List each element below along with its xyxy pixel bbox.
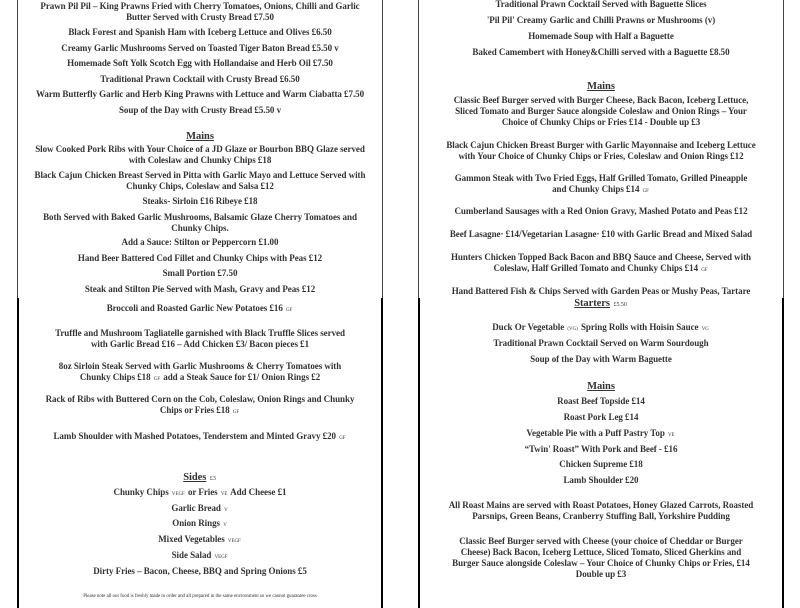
- menu-item-text: Lamb Shoulder with Mashed Potatoes, Tenderstem and Minted Gravy £20: [53, 431, 336, 441]
- menu-item-line: [420, 338, 782, 349]
- menu-item-line: [419, 229, 783, 240]
- menu-item-text: Burger Sauce alongside Coleslaw – Your Choice of Chunky Chips or Fries, £14: [452, 558, 750, 568]
- menu-item-line: [19, 487, 381, 500]
- menu-item-text: Double up £3: [575, 569, 627, 579]
- menu-item-line: [18, 1, 382, 12]
- menu-item-text: Gammon Steak with Two Fried Eggs, Half Grilled Tomato, Grilled Pineapple: [454, 173, 748, 183]
- menu-item-line: [19, 361, 381, 372]
- menu-item-text: with Garlic Bread £16 – Add Chicken £3/ Bacon pieces £1: [90, 339, 310, 349]
- menu-item-text: with Coleslaw and Chunky Chips £18: [128, 155, 272, 165]
- menu-item-line: [18, 43, 382, 54]
- menu-item-line: [420, 354, 782, 365]
- menu-item-text: Roast Pork Leg £14: [563, 412, 639, 422]
- menu-item-text: Black Forest and Spanish Ham with Iceberg Lettuce and Olives £6.50: [68, 27, 332, 37]
- menu-item-line: [19, 550, 381, 563]
- section-heading: [18, 130, 382, 143]
- menu-item-line: [18, 223, 382, 234]
- dietary-tag: VEGF: [171, 492, 185, 497]
- menu-item-text: Add a Sauce: Stilton or Peppercorn £1.00: [121, 237, 279, 247]
- menu-item-text: add a Steak Sauce for £1/ Onion Rings £2: [163, 372, 321, 382]
- menu-item-line: [18, 196, 382, 207]
- menu-item-text: Beef Lasagne· £14/Vegetarian Lasagne· £10 with Garlic Bread and Mixed Salad: [449, 229, 753, 239]
- menu-page-bottom-right: [418, 298, 784, 608]
- section-heading: [19, 471, 381, 486]
- menu-item-text: Side Salad: [171, 550, 212, 560]
- menu-item-text: Spring Rolls with Hoisin Sauce: [580, 322, 699, 332]
- menu-item-line: [19, 394, 381, 405]
- menu-item-line: [419, 0, 783, 10]
- menu-item-text: Garlic Bread: [171, 503, 221, 513]
- menu-item-line: [19, 534, 381, 547]
- menu-item-text: 'Pil Pil' Creamy Garlic and Chilli Prawns or Mushrooms (v): [486, 15, 716, 25]
- menu-item-text: Homemade Soft Yolk Scotch Egg with Hollandaise and Herb Oil £7.50: [67, 58, 333, 68]
- menu-item-line: [420, 322, 782, 335]
- menu-item-line: [19, 518, 381, 531]
- menu-item-line: [19, 405, 381, 418]
- menu-item-line: [420, 412, 782, 423]
- menu-item-line: [420, 396, 782, 407]
- menu-item-text: Slow Cooked Pork Ribs with Your Choice of a JD Glaze or Bourbon BBQ Glaze served: [35, 144, 365, 154]
- menu-item-line: [420, 500, 782, 511]
- menu-item-text: and Chunky Chips £14: [552, 184, 640, 194]
- menu-item-line: [19, 503, 381, 516]
- menu-item-line: [419, 47, 783, 58]
- dietary-tag: GF: [339, 436, 346, 441]
- menu-item-text: Butter Served with Crusty Bread £7.50: [126, 12, 274, 22]
- menu-item-text: Soup of the Day with Crusty Bread £5.50 v: [118, 105, 282, 115]
- menu-item-text: Soup of the Day with Warm Baguette: [530, 354, 672, 364]
- menu-item-line: [19, 303, 381, 316]
- menu-item-text: Traditional Prawn Cocktail Served with Baguette Slices: [495, 0, 707, 9]
- section-price: £3: [209, 476, 216, 482]
- menu-item-text: Chunky Chips: [113, 487, 169, 497]
- menu-item-line: [419, 252, 783, 263]
- menu-item-line: [18, 284, 382, 295]
- menu-item-text: Classic Beef Burger served with Cheese (your choice of Cheddar or Burger: [459, 536, 743, 546]
- menu-item-text: Creamy Garlic Mushrooms Served on Toasted Tiger Baton Bread £5.50 v: [61, 43, 339, 53]
- section-price: £5.50: [613, 302, 627, 308]
- menu-item-text: Black Cajun Chicken Breast Burger with Garlic Mayonnaise and Iceberg Lettuce: [446, 140, 756, 150]
- menu-item-text: with Your Choice of Chunky Chips or Fries, Coleslaw and Onion Rings £12: [458, 151, 744, 161]
- menu-item-line: [19, 431, 381, 444]
- section-heading-title: Starters: [574, 298, 610, 309]
- menu-item-text: Hand Beer Battered Cod Fillet and Chunky Chips with Peas £12: [77, 253, 323, 263]
- menu-item-line: [420, 459, 782, 470]
- dietary-tag: VE: [220, 492, 228, 497]
- menu-page-top-right: [418, 0, 784, 298]
- menu-item-text: Warm Butterfly Garlic and Herb King Prawns with Lettuce and Warm Ciabatta £7.50: [35, 89, 365, 99]
- menu-item-line: [420, 558, 782, 569]
- section-heading: [419, 80, 783, 93]
- menu-item-text: All Roast Mains are served with Roast Potatoes, Honey Glazed Carrots, Roasted: [448, 500, 754, 510]
- dietary-tag: GF: [153, 377, 161, 382]
- menu-item-text: Small Portion £7.50: [162, 268, 238, 278]
- menu-item-line: [419, 286, 783, 297]
- menu-item-line: [419, 95, 783, 106]
- menu-item-line: [19, 372, 381, 385]
- menu-item-text: Mixed Vegetables: [158, 534, 225, 544]
- allergen-note: Please note all our food is freshly made to order and all prepared in the same environment so we cannot guarantee cross: [83, 594, 317, 599]
- menu-item-line: [419, 15, 783, 26]
- menu-item-line: [19, 328, 381, 339]
- menu-item-line: [419, 173, 783, 184]
- menu-item-line: [18, 212, 382, 223]
- menu-item-text: Broccoli and Roasted Garlic New Potatoes £16: [106, 303, 283, 313]
- menu-item-line: [18, 144, 382, 155]
- menu-item-text: Hunters Chicken Topped Back Bacon and BBQ Sauce and Cheese, Served with: [450, 252, 751, 262]
- menu-item-text: Classic Beef Burger served with Burger Cheese, Back Bacon, Iceberg Lettuce,: [453, 95, 749, 105]
- menu-page-top-left: [17, 0, 383, 298]
- menu-item-line: [18, 12, 382, 23]
- menu-item-text: Both Served with Baked Garlic Mushrooms, Balsamic Glaze Cherry Tomatoes and: [43, 212, 357, 222]
- menu-item-line: [420, 536, 782, 547]
- section-heading-title: Mains: [587, 81, 615, 92]
- dietary-tag: (VG): [567, 327, 578, 332]
- menu-item-line: [419, 263, 783, 276]
- menu-item-line: [420, 511, 782, 522]
- menu-item-line: [18, 181, 382, 192]
- menu-item-line: [18, 58, 382, 69]
- menu-item-text: Traditional Prawn Cocktail with Crusty Bread £6.50: [100, 74, 300, 84]
- menu-item-line: [18, 74, 382, 85]
- menu-item-text: Steaks- Sirloin £16 Ribeye £18: [142, 196, 258, 206]
- dietary-tag: V: [224, 508, 228, 513]
- menu-item-text: Onion Rings: [172, 518, 220, 528]
- menu-item-text: 8oz Sirloin Steak Served with Garlic Mushrooms & Cherry Tomatoes with: [58, 361, 342, 371]
- menu-item-line: [420, 569, 782, 580]
- menu-item-line: [18, 89, 382, 100]
- menu-item-line: [18, 105, 382, 116]
- menu-page-bottom-left: [17, 298, 383, 608]
- menu-item-text: “Twin' Roast” With Pork and Beef - £16: [524, 444, 678, 454]
- menu-item-text: Choice of Chunky Chips or Fries £14 - Double up £3: [501, 117, 701, 127]
- menu-item-line: [18, 237, 382, 248]
- menu-item-line: [420, 475, 782, 486]
- menu-item-text: Cumberland Sausages with a Red Onion Gravy, Mashed Potato and Peas £12: [454, 206, 748, 216]
- section-heading: [420, 380, 782, 393]
- menu-item-text: Hand Battered Fish & Chips Served with Garden Peas or Mushy Peas, Tartare: [451, 286, 751, 296]
- dietary-tag: GF: [642, 189, 649, 194]
- menu-item-line: [419, 206, 783, 217]
- menu-item-line: [18, 27, 382, 38]
- menu-item-line: [420, 444, 782, 455]
- menu-item-text: Lamb Shoulder £20: [563, 475, 639, 485]
- menu-item-text: or Fries: [187, 487, 218, 497]
- dietary-tag: GF: [232, 410, 240, 415]
- menu-item-text: Chunky Chips.: [171, 223, 229, 233]
- dietary-tag: V: [223, 523, 227, 528]
- section-heading-title: Mains: [587, 381, 615, 392]
- menu-item-line: [18, 155, 382, 166]
- dietary-tag: VG: [701, 327, 709, 332]
- menu-item-line: [419, 140, 783, 151]
- menu-item-text: Chicken Supreme £18: [559, 459, 643, 469]
- menu-item-text: Roast Beef Topside £14: [557, 396, 645, 406]
- menu-item-text: Coleslaw, Half Grilled Tomato and Chunky Chips £14: [493, 263, 699, 273]
- menu-item-text: Add Cheese £1: [230, 487, 287, 497]
- menu-item-text: Chunky Chips £18: [79, 372, 151, 382]
- menu-item-line: [419, 184, 783, 197]
- menu-item-text: Prawn Pil Pil – King Prawns Fried with Cherry Tomatoes, Onions, Chilli and Garlic: [40, 1, 360, 11]
- menu-item-text: Chunky Chips, Coleslaw and Salsa £12: [126, 181, 274, 191]
- menu-item-text: Dirty Fries – Bacon, Cheese, BBQ and Spring Onions £5: [93, 566, 307, 576]
- dietary-tag: VEGF: [214, 555, 228, 560]
- menu-item-line: [19, 566, 381, 577]
- menu-item-text: Black Cajun Chicken Breast Served in Pitta with Garlic Mayo and Lettuce Served with: [34, 170, 366, 180]
- dietary-tag: GF: [286, 308, 293, 313]
- menu-item-text: Duck Or Vegetable: [492, 322, 565, 332]
- menu-item-line: [18, 253, 382, 264]
- menu-item-text: Vegetable Pie with a Puff Pastry Top: [526, 428, 665, 438]
- menu-item-text: Baked Camembert with Honey&Chilli served with a Baguette £8.50: [472, 47, 730, 57]
- section-heading-title: Sides: [183, 472, 207, 483]
- menu-item-text: Rack of Ribs with Buttered Corn on the Cob, Coleslaw, Onion Rings and Chunky: [45, 394, 355, 404]
- menu-item-text: Steak and Stilton Pie Served with Mash, Gravy and Peas £12: [84, 284, 316, 294]
- menu-item-line: [19, 339, 381, 350]
- dietary-tag: VE: [668, 433, 675, 438]
- dietary-tag: GF: [701, 268, 708, 273]
- menu-item-line: [420, 547, 782, 558]
- menu-item-text: Cheese) Back Bacon, Iceberg Lettuce, Sliced Tomato, Sliced Gherkins and: [460, 547, 742, 557]
- menu-item-line: [419, 106, 783, 117]
- dietary-tag: VEGF: [227, 539, 241, 544]
- section-heading: [420, 298, 782, 312]
- menu-item-text: Truffle and Mushroom Tagliatelle garnished with Black Truffle Slices served: [55, 328, 345, 338]
- menu-item-line: [419, 31, 783, 42]
- menu-item-text: Homemade Soup with Half a Baguette: [528, 31, 674, 41]
- menu-item-line: [18, 170, 382, 181]
- section-heading-title: Mains: [186, 131, 214, 142]
- menu-item-text: Traditional Prawn Cocktail Served on Warm Sourdough: [493, 338, 709, 348]
- menu-item-text: Parsnips, Green Beans, Cranberry Stuffing Ball, Yorkshire Pudding: [472, 511, 730, 521]
- menu-item-text: Chips or Fries £18: [159, 405, 230, 415]
- menu-item-line: [419, 151, 783, 162]
- menu-item-text: Sliced Tomato and Burger Sauce alongside Coleslaw and Onion Rings – Your: [455, 106, 747, 116]
- menu-item-line: [18, 268, 382, 279]
- menu-item-line: [419, 117, 783, 128]
- menu-item-line: [420, 428, 782, 441]
